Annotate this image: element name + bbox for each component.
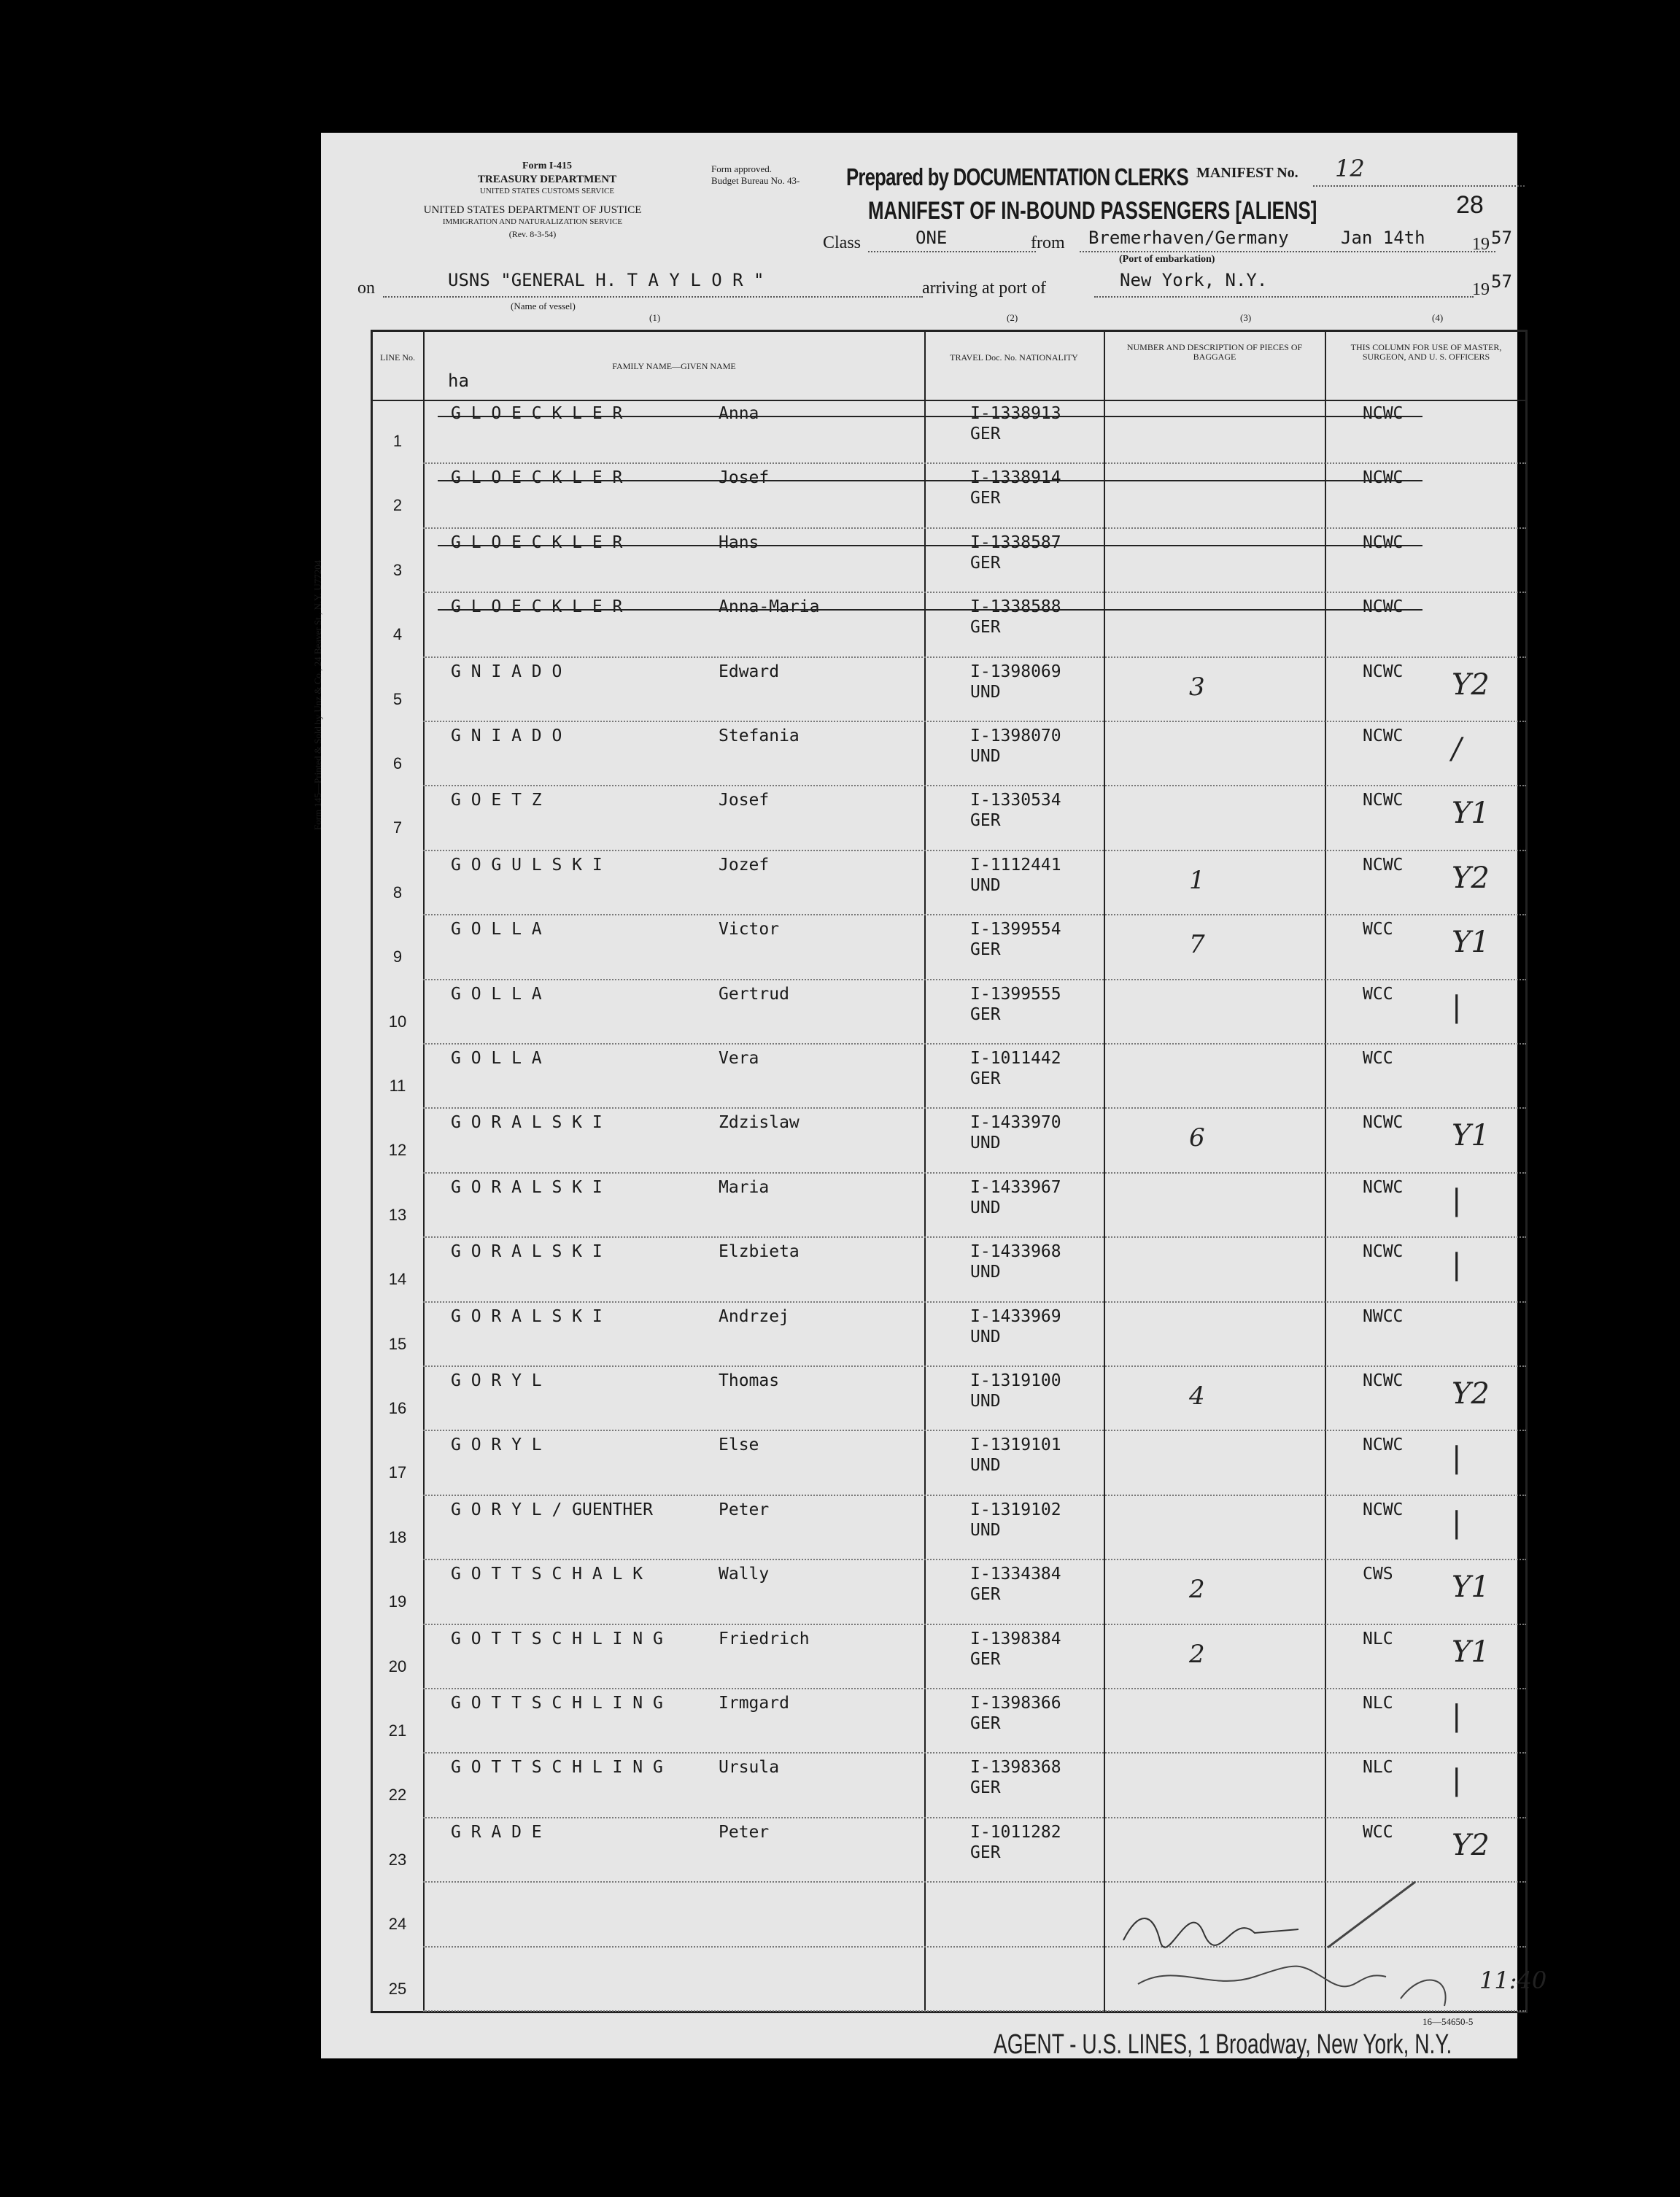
- sponsor-org: CWS: [1363, 1565, 1393, 1584]
- table-row: [423, 1301, 1526, 1303]
- nationality: UND: [970, 747, 1001, 766]
- line-number: 11: [389, 1077, 406, 1095]
- family-name: G O L L A: [451, 1049, 542, 1068]
- year2-prefix: 19: [1472, 280, 1490, 299]
- given-name: Andrzej: [719, 1306, 789, 1326]
- nationality: GER: [970, 489, 1001, 508]
- year-prefix: 19: [1472, 235, 1490, 254]
- ins-service: IMMIGRATION AND NATURALIZATION SERVICE: [442, 217, 623, 226]
- officer-mark: Y1: [1452, 797, 1490, 831]
- table-row: [423, 1495, 1526, 1496]
- nationality: GER: [970, 618, 1001, 638]
- strikethrough-line: [438, 416, 1422, 417]
- travel-doc-no: I-1399555: [970, 984, 1061, 1004]
- family-name: G O R A L S K I: [451, 1113, 603, 1133]
- class-label: Class: [823, 233, 862, 252]
- budget-bureau: Budget Bureau No. 43-: [711, 175, 800, 186]
- baggage-count: 1: [1189, 865, 1205, 895]
- nationality: UND: [970, 1263, 1001, 1282]
- nationality: GER: [970, 1004, 1001, 1024]
- sponsor-org: NCWC: [1363, 855, 1404, 875]
- from-label: from: [1031, 233, 1065, 252]
- baggage-count: 7: [1189, 930, 1205, 960]
- col-officers-header: THIS COLUMN FOR USE OF MASTER, SURGEON, AND U. S. OFFICERS: [1350, 342, 1502, 362]
- nationality: UND: [970, 1456, 1001, 1476]
- given-name: Edward: [719, 662, 780, 681]
- page-number: 28: [1456, 191, 1484, 219]
- table-row: [423, 914, 1526, 915]
- table-row: [423, 1172, 1526, 1174]
- line-number: 1: [392, 432, 403, 450]
- line-number: 5: [392, 689, 403, 708]
- family-name: G O R A L S K I: [451, 1242, 603, 1262]
- family-name: G L O E C K L E R: [451, 597, 623, 617]
- officer-mark: Y2: [1452, 1377, 1490, 1411]
- sponsor-org: WCC: [1363, 984, 1393, 1004]
- line-number: 18: [388, 1527, 407, 1546]
- col-num-3: (3): [1240, 312, 1252, 323]
- nationality: GER: [970, 1649, 1001, 1669]
- travel-doc-no: I-1338587: [970, 532, 1061, 552]
- sponsor-org: NCWC: [1363, 404, 1404, 423]
- line-number: 19: [388, 1592, 407, 1611]
- sponsor-org: NWCC: [1363, 1306, 1404, 1326]
- manifest-no: 12: [1335, 155, 1365, 182]
- agent-stamp: AGENT - U.S. LINES, 1 Broadway, New York, N.Y.: [994, 2029, 1452, 2060]
- travel-doc-no: I-1398384: [970, 1629, 1061, 1648]
- table-row: [423, 1365, 1526, 1367]
- col-name-header: FAMILY NAME—GIVEN NAME: [612, 361, 736, 371]
- table-row: [423, 1817, 1526, 1818]
- given-name: Wally: [719, 1565, 770, 1584]
- sponsor-org: NLC: [1363, 1758, 1393, 1778]
- handwritten-time: 11:40: [1479, 1967, 1547, 1994]
- family-name: G L O E C K L E R: [451, 532, 623, 552]
- travel-doc-no: I-1398070: [970, 726, 1061, 745]
- nationality: UND: [970, 1198, 1001, 1217]
- family-name: G O T T S C H A L K: [451, 1565, 643, 1584]
- signature-scribble: [1109, 1853, 1517, 2013]
- table-row: [423, 979, 1526, 980]
- nationality: GER: [970, 940, 1001, 960]
- sponsor-org: NCWC: [1363, 1500, 1404, 1519]
- sponsor-org: WCC: [1363, 920, 1393, 939]
- family-name: G O R Y L: [451, 1435, 542, 1455]
- travel-doc-no: I-1433969: [970, 1306, 1061, 1326]
- officer-mark: Y1: [1452, 1119, 1490, 1153]
- travel-doc-no: I-1319101: [970, 1435, 1061, 1455]
- officer-mark: |: [1452, 1506, 1462, 1540]
- officer-mark: |: [1452, 1441, 1462, 1476]
- given-name: Ursula: [719, 1758, 780, 1778]
- given-name: Vera: [719, 1049, 759, 1068]
- given-name: Irmgard: [719, 1694, 789, 1713]
- col-line-header: LINE No.: [380, 352, 415, 363]
- line-number: 14: [388, 1270, 407, 1289]
- sponsor-org: NCWC: [1363, 1371, 1404, 1390]
- given-name: Elzbieta: [719, 1242, 800, 1262]
- col-travel-header: TRAVEL Doc. No. NATIONALITY: [950, 352, 1078, 363]
- travel-doc-no: I-1398368: [970, 1758, 1061, 1778]
- family-name: G O R Y L / GUENTHER: [451, 1500, 653, 1519]
- sponsor-org: NCWC: [1363, 532, 1404, 552]
- prepared-by-stamp: Prepared by DOCUMENTATION CLERKS: [846, 163, 1188, 190]
- manifest-title: MANIFEST OF IN-BOUND PASSENGERS [ALIENS]: [868, 197, 1317, 225]
- on-label: on: [357, 279, 375, 298]
- family-name: G N I A D O: [451, 726, 562, 745]
- given-name: Anna: [719, 404, 759, 423]
- nationality: GER: [970, 811, 1001, 831]
- nationality: UND: [970, 1520, 1001, 1540]
- line-number: 4: [392, 625, 403, 644]
- nationality: GER: [970, 1585, 1001, 1605]
- line-number: 15: [388, 1334, 407, 1353]
- officer-mark: |: [1452, 1183, 1462, 1217]
- officer-mark: Y2: [1452, 861, 1490, 895]
- travel-doc-no: I-1338914: [970, 468, 1061, 488]
- line-number: 24: [388, 1915, 407, 1934]
- sponsor-org: NLC: [1363, 1629, 1393, 1648]
- table-row: [423, 1043, 1526, 1045]
- family-name: G O T T S C H L I N G: [451, 1694, 663, 1713]
- sponsor-org: NCWC: [1363, 662, 1404, 681]
- given-name: Jozef: [719, 855, 770, 875]
- given-name: Hans: [719, 532, 759, 552]
- line-number: 10: [388, 1012, 407, 1031]
- strikethrough-line: [438, 545, 1422, 546]
- family-name: G R A D E: [451, 1822, 542, 1842]
- nationality: GER: [970, 1843, 1001, 1862]
- officer-mark: |: [1452, 1764, 1462, 1798]
- officer-mark: /: [1452, 732, 1462, 766]
- baggage-count: 2: [1189, 1639, 1205, 1669]
- given-name: Peter: [719, 1500, 770, 1519]
- table-row: [423, 1236, 1526, 1238]
- given-name: Stefania: [719, 726, 800, 745]
- travel-doc-no: I-1433968: [970, 1242, 1061, 1262]
- table-row: [423, 527, 1526, 529]
- form-approved: Form approved.: [711, 163, 773, 174]
- table-row: [423, 1624, 1526, 1625]
- strikethrough-line: [438, 480, 1422, 481]
- family-name: G L O E C K L E R: [451, 468, 623, 488]
- baggage-count: 6: [1189, 1123, 1205, 1153]
- officer-mark: Y2: [1452, 1828, 1490, 1862]
- class-value: ONE: [916, 228, 948, 248]
- baggage-count: 3: [1189, 672, 1205, 702]
- given-name: Josef: [719, 468, 770, 488]
- line-number: 2: [392, 496, 403, 515]
- travel-doc-no: I-1330534: [970, 791, 1061, 810]
- sponsor-org: NCWC: [1363, 1435, 1404, 1455]
- sponsor-org: NCWC: [1363, 468, 1404, 488]
- col-baggage-header: NUMBER AND DESCRIPTION OF PIECES OF BAGGAGE: [1126, 342, 1303, 362]
- travel-doc-no: I-1398366: [970, 1694, 1061, 1713]
- line-number: 8: [392, 883, 403, 902]
- col-num-2: (2): [1007, 312, 1018, 323]
- strikethrough-line: [438, 609, 1422, 611]
- family-name: G O R A L S K I: [451, 1177, 603, 1197]
- family-name: G O T T S C H L I N G: [451, 1629, 663, 1648]
- year2-suffix: 57: [1491, 271, 1512, 292]
- nationality: UND: [970, 1327, 1001, 1347]
- line-number: 23: [388, 1850, 407, 1869]
- family-name: G O G U L S K I: [451, 855, 603, 875]
- nationality: UND: [970, 682, 1001, 702]
- arriving-label: arriving at port of: [922, 279, 1046, 298]
- table-row: [423, 1559, 1526, 1560]
- family-name: G N I A D O: [451, 662, 562, 681]
- travel-doc-no: I-1338913: [970, 404, 1061, 423]
- travel-doc-no: I-1319100: [970, 1371, 1061, 1390]
- travel-doc-no: I-1011282: [970, 1822, 1061, 1842]
- table-row: [423, 1430, 1526, 1431]
- family-name: G O T T S C H L I N G: [451, 1758, 663, 1778]
- given-name: Thomas: [719, 1371, 780, 1390]
- embark-port: Bremerhaven/Germany: [1088, 228, 1289, 248]
- footer-code: 16—54650-5: [1422, 2016, 1474, 2027]
- officer-mark: Y1: [1452, 1635, 1490, 1669]
- year-suffix: 57: [1491, 228, 1512, 248]
- table-row: [423, 785, 1526, 786]
- given-name: Maria: [719, 1177, 770, 1197]
- annotation-ha: ha: [448, 371, 469, 391]
- line-number: 25: [388, 1979, 407, 1998]
- arrival-port: New York, N.Y.: [1120, 270, 1268, 290]
- nationality: GER: [970, 1069, 1001, 1088]
- officer-mark: |: [1452, 1248, 1462, 1282]
- officer-mark: Y2: [1452, 667, 1490, 702]
- officer-mark: |: [1452, 990, 1462, 1024]
- col-num-1: (1): [649, 312, 661, 323]
- punch-hole: [241, 566, 274, 600]
- manifest-no-label: MANIFEST No.: [1196, 165, 1298, 181]
- form-revision: (Rev. 8-3-54): [508, 229, 557, 239]
- line-number: 21: [388, 1721, 407, 1740]
- baggage-count: 2: [1189, 1575, 1205, 1605]
- nationality: GER: [970, 1778, 1001, 1798]
- given-name: Zdzislaw: [719, 1113, 800, 1133]
- nationality: UND: [970, 1134, 1001, 1153]
- sponsor-org: WCC: [1363, 1822, 1393, 1842]
- line-number: 6: [392, 754, 403, 772]
- sponsor-org: NCWC: [1363, 1177, 1404, 1197]
- given-name: Anna-Maria: [719, 597, 820, 617]
- vessel-name: USNS "GENERAL H. T A Y L O R ": [448, 270, 764, 290]
- vessel-label: (Name of vessel): [511, 301, 576, 311]
- line-number: 17: [388, 1463, 407, 1482]
- nationality: UND: [970, 1392, 1001, 1411]
- family-name: G L O E C K L E R: [451, 404, 623, 423]
- nationality: GER: [970, 425, 1001, 443]
- travel-doc-no: I-1112441: [970, 855, 1061, 875]
- officer-mark: Y1: [1452, 926, 1490, 960]
- officer-mark: Y1: [1452, 1570, 1490, 1605]
- travel-doc-no: I-1433967: [970, 1177, 1061, 1197]
- table-row: [423, 1688, 1526, 1689]
- given-name: Josef: [719, 791, 770, 810]
- nationality: GER: [970, 1714, 1001, 1733]
- given-name: Else: [719, 1435, 759, 1455]
- justice-dept: UNITED STATES DEPARTMENT OF JUSTICE: [423, 204, 642, 216]
- table-row: [423, 656, 1526, 658]
- table-row: [423, 592, 1526, 593]
- family-name: G O R Y L: [451, 1371, 542, 1390]
- sponsor-org: NCWC: [1363, 726, 1404, 745]
- family-name: G O R A L S K I: [451, 1306, 603, 1326]
- sponsor-org: NCWC: [1363, 597, 1404, 617]
- given-name: Peter: [719, 1822, 770, 1842]
- line-number: 20: [388, 1657, 407, 1675]
- port-embark-label: (Port of embarkation): [1119, 254, 1215, 265]
- family-name: G O L L A: [451, 920, 542, 939]
- customs-service: UNITED STATES CUSTOMS SERVICE: [479, 187, 615, 195]
- line-number: 3: [392, 560, 403, 579]
- travel-doc-no: I-1398069: [970, 662, 1061, 681]
- sponsor-org: WCC: [1363, 1049, 1393, 1068]
- travel-doc-no: I-1399554: [970, 920, 1061, 939]
- line-number: 16: [388, 1399, 407, 1417]
- form-id: Form I-415: [522, 160, 573, 171]
- travel-doc-no: I-1319102: [970, 1500, 1061, 1519]
- family-name: G O L L A: [451, 984, 542, 1004]
- line-number: 22: [388, 1786, 407, 1805]
- travel-doc-no: I-1334384: [970, 1565, 1061, 1584]
- officer-mark: |: [1452, 1700, 1462, 1733]
- line-number: 13: [388, 1205, 407, 1224]
- family-name: G O E T Z: [451, 791, 542, 810]
- given-name: Friedrich: [719, 1629, 810, 1648]
- given-name: Victor: [719, 920, 780, 939]
- printer-margin-text: Form 145—Printed & Sold by Unz & Co., 24 Beaver St., N.Y. U77204: [312, 559, 323, 830]
- punch-hole: [241, 1602, 274, 1635]
- embark-date: Jan 14th: [1341, 228, 1425, 248]
- line-number: 9: [392, 948, 403, 966]
- col-num-4: (4): [1432, 312, 1444, 323]
- baggage-count: 4: [1189, 1382, 1205, 1411]
- line-number: 12: [388, 1141, 407, 1160]
- travel-doc-no: I-1433970: [970, 1113, 1061, 1133]
- line-number: 7: [392, 818, 403, 837]
- travel-doc-no: I-1338588: [970, 597, 1061, 617]
- travel-doc-no: I-1011442: [970, 1049, 1061, 1068]
- sponsor-org: NCWC: [1363, 1113, 1404, 1133]
- given-name: Gertrud: [719, 984, 789, 1004]
- table-row: [423, 721, 1526, 722]
- sponsor-org: NLC: [1363, 1694, 1393, 1713]
- sponsor-org: NCWC: [1363, 1242, 1404, 1262]
- treasury-dept: TREASURY DEPARTMENT: [477, 174, 617, 185]
- table-row: [423, 850, 1526, 851]
- table-row: [423, 1107, 1526, 1109]
- sponsor-org: NCWC: [1363, 791, 1404, 810]
- table-row: [423, 462, 1526, 464]
- nationality: UND: [970, 875, 1001, 895]
- nationality: GER: [970, 553, 1001, 573]
- table-row: [423, 1752, 1526, 1754]
